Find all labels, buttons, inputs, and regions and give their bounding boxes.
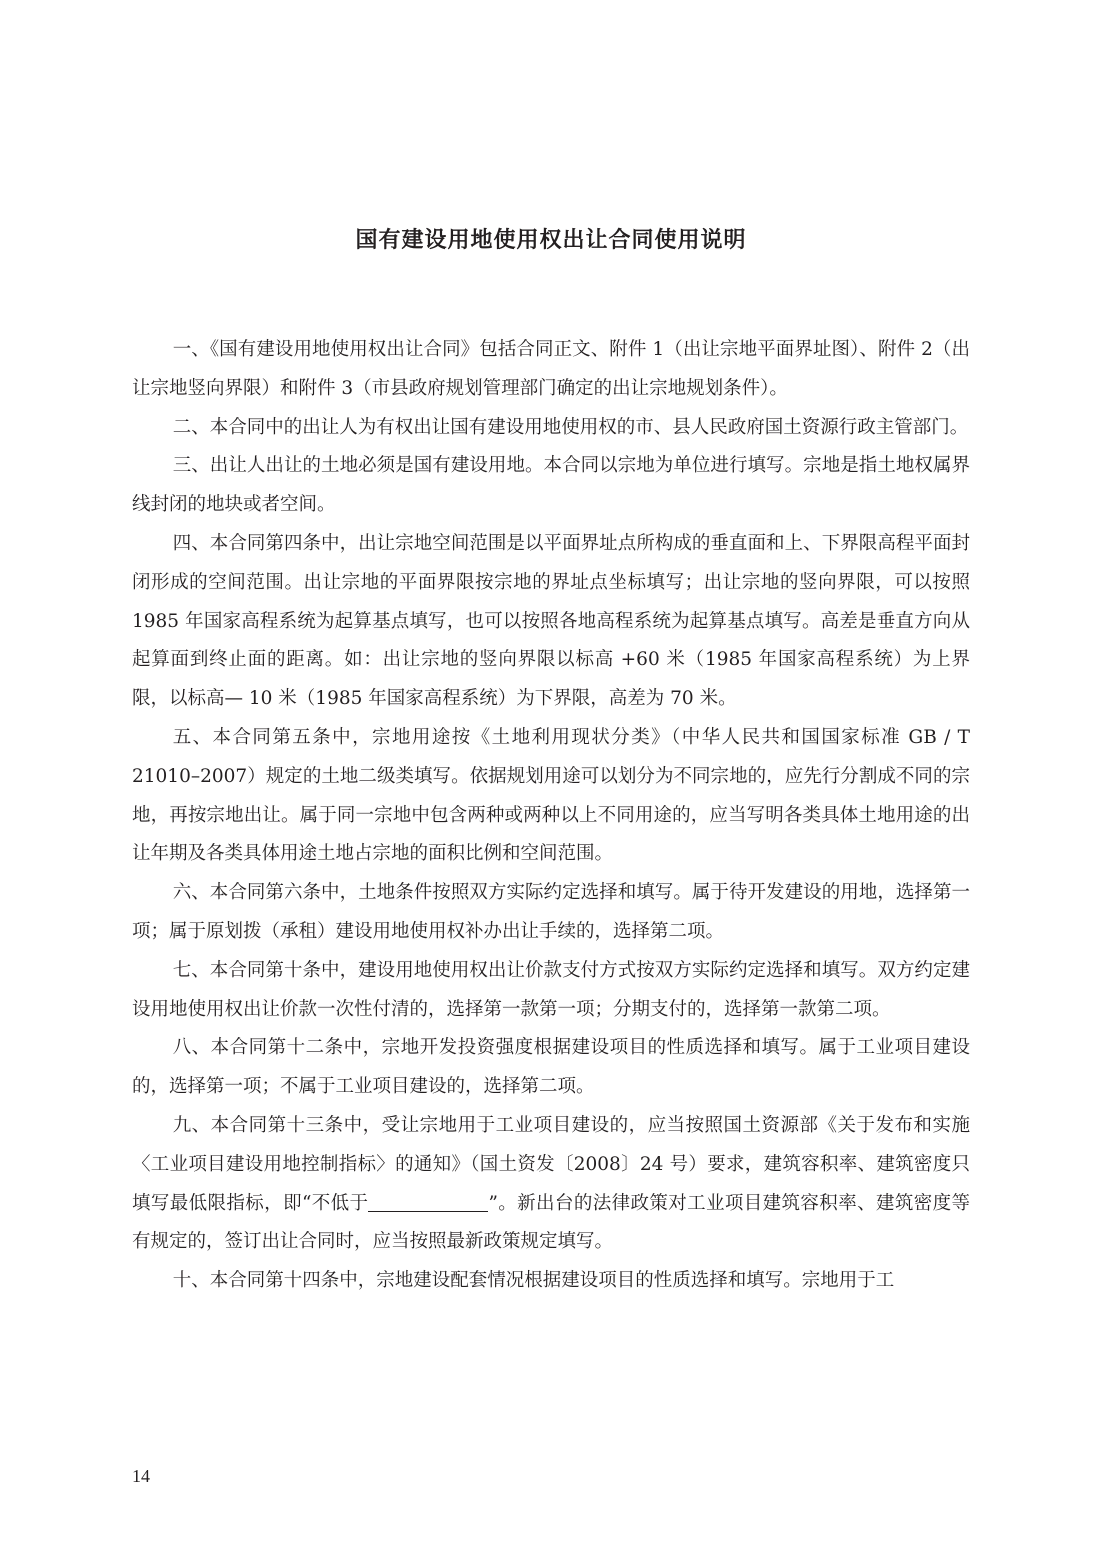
paragraph-9-text-after: ”。新出台的法律政策对工业项目建筑容积率、建筑密度等有规定的，签订出让合同时，应当按照最新政策规定填写。 xyxy=(132,1192,970,1253)
paragraph-7: 七、本合同第十条中，建设用地使用权出让价款支付方式按双方实际约定选择和填写。双方约定建设用地使用权出让价款一次性付清的，选择第一款第一项；分期支付的，选择第一款第二项。 xyxy=(132,959,970,1020)
paragraph-3: 三、出让人出让的土地必须是国有建设用地。本合同以宗地为单位进行填写。宗地是指土地权属界线封闭的地块或者空间。 xyxy=(132,455,970,516)
paragraph-9 xyxy=(132,1107,970,1262)
paragraph-8: 八、本合同第十二条中，宗地开发投资强度根据建设项目的性质选择和填写。属于工业项目建设的，选择第一项；不属于工业项目建设的，选择第二项。 xyxy=(132,1037,970,1098)
paragraph-4: 四、本合同第四条中，出让宗地空间范围是以平面界址点所构成的垂直面和上、下界限高程平面封闭形成的空间范围。出让宗地的平面界限按宗地的界址点坐标填写；出让宗地的竖向界限，可以按照 1985 年国家高程系统为起算基点填写，也可以按照各地高程系统为起算基点填写。高差是垂直方向从起算面到终止面的距离。如：出让宗地的竖向界限以标高 +60 米（1985 年国家高程系统）为上界限，以标高— 10 米（1985 年国家高程系统）为下界限，高差为 70 米。 xyxy=(132,532,970,710)
paragraph-2: 二、本合同中的出让人为有权出让国有建设用地使用权的市、县人民政府国土资源行政主管部门。 xyxy=(172,416,969,438)
paragraph-6: 六、本合同第六条中，土地条件按照双方实际约定选择和填写。属于待开发建设的用地，选择第一项；属于原划拨（承租）建设用地使用权补办出让手续的，选择第二项。 xyxy=(132,882,970,942)
page-title: 国有建设用地使用权出让合同使用说明 xyxy=(355,228,747,253)
fill-in-blank-line xyxy=(368,1192,488,1212)
page-number: 14 xyxy=(132,1466,150,1486)
paragraph-10: 十、本合同第十四条中，宗地建设配套情况根据建设项目的性质选择和填写。宗地用于工 xyxy=(172,1270,895,1292)
paragraph-9-text-before: 九、本合同第十三条中，受让宗地用于工业项目建设的，应当按照国土资源部《关于发布和实施〈工业项目建设用地控制指标〉的通知》（国土资发〔2008〕24 号）要求，建筑容积率、建筑密度只填写最低限指标，即“不低于 xyxy=(132,1114,970,1214)
paragraph-5: 五、本合同第五条中，宗地用途按《土地利用现状分类》（中华人民共和国国家标准 GB / T 21010–2007）规定的土地二级类填写。依据规划用途可以划分为不同宗地的，应先行分割成不同的宗地，再按宗地出让。属于同一宗地中包含两种或两种以上不同用途的，应当写明各类具体土地用途的出让年期及各类具体用途土地占宗地的面积比例和空间范围。 xyxy=(132,726,970,865)
paragraph-1: 一、《国有建设用地使用权出让合同》包括合同正文、附件 1（出让宗地平面界址图）、附件 2（出让宗地竖向界限）和附件 3（市县政府规划管理部门确定的出让宗地规划条件）。 xyxy=(132,339,970,399)
document-body xyxy=(132,331,970,1301)
